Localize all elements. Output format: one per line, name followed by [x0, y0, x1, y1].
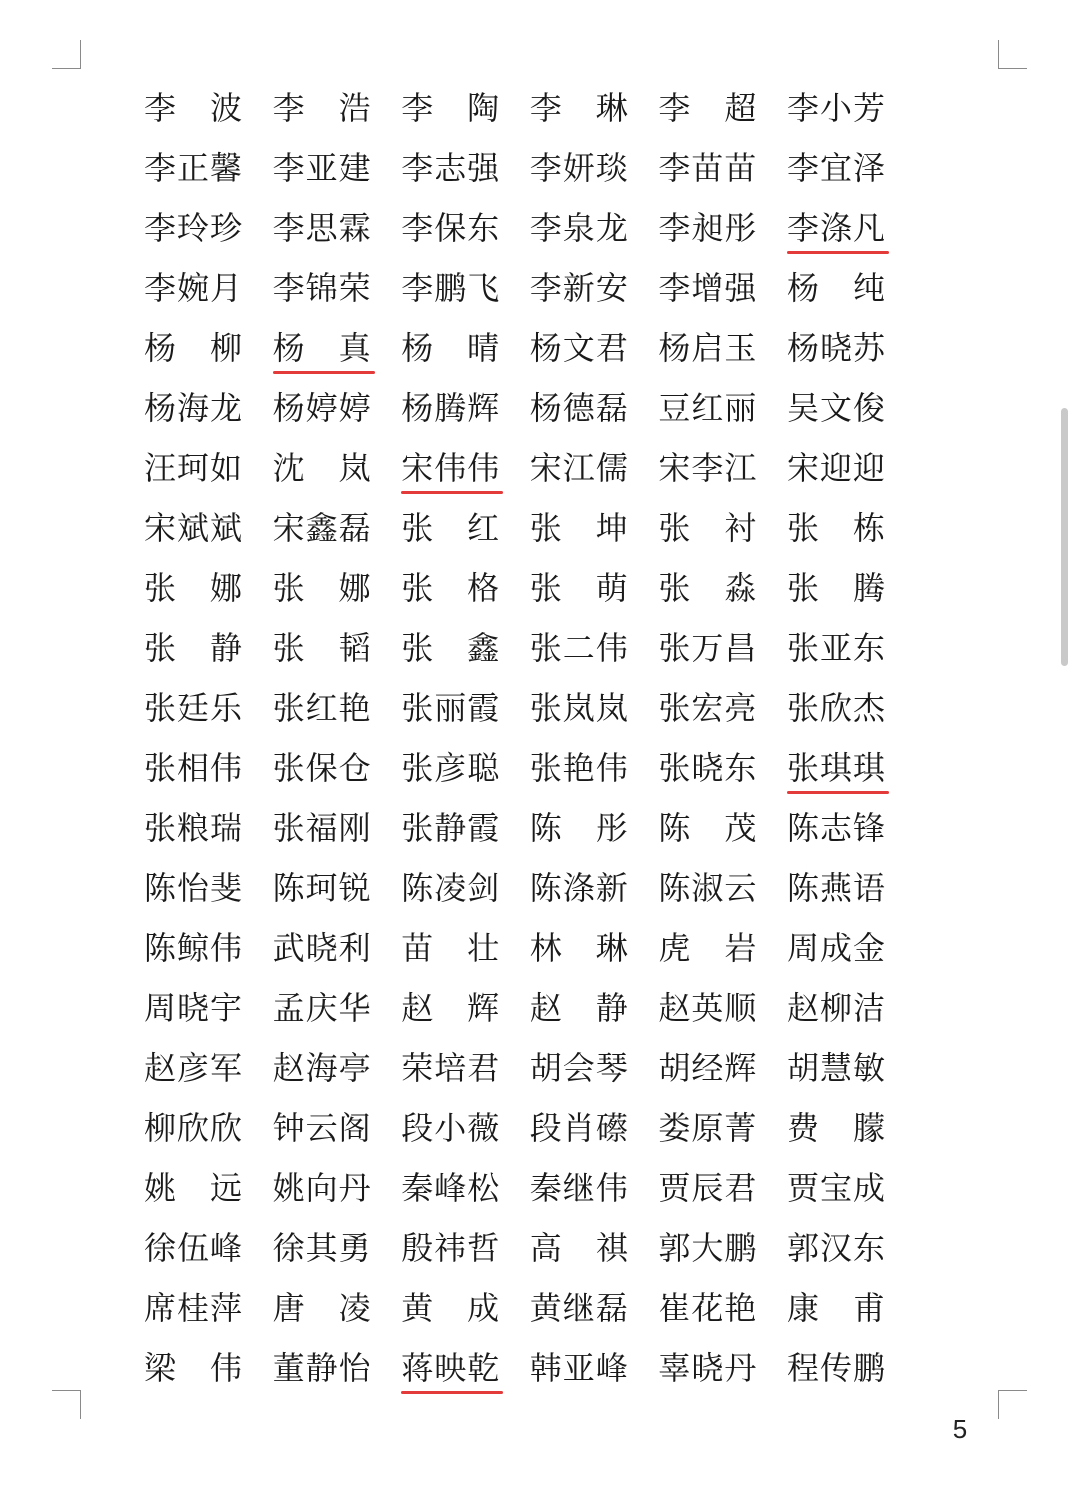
name-text: 李 正 馨 [144, 149, 244, 187]
name-cell [530, 138, 659, 198]
name-text: 郭 汉 东 [786, 1229, 887, 1267]
name-text: 孟 庆 华 [272, 989, 372, 1027]
name-cell [658, 378, 787, 438]
name-text: 张 琪 琪 [786, 749, 887, 787]
name-text: 李 玲 珍 [144, 209, 244, 247]
name-cell [273, 1218, 402, 1278]
name-text: 张 坤 [529, 509, 628, 547]
name-cell [658, 498, 787, 558]
name-text: 胡 会 琴 [529, 1049, 629, 1087]
name-cell [273, 1278, 402, 1338]
name-text: 李 妍 琰 [529, 149, 629, 187]
name-cell [658, 438, 787, 498]
name-cell [658, 978, 787, 1038]
name-text: 张 红 艳 [272, 689, 372, 727]
name-cell [787, 78, 916, 138]
name-text: 张 格 [401, 569, 500, 607]
name-text: 胡 慧 敏 [786, 1049, 887, 1087]
name-text: 杨 文 君 [529, 329, 629, 367]
corner-mark-top-right [998, 40, 1027, 69]
name-cell [787, 138, 916, 198]
name-text: 李 苗 苗 [658, 149, 758, 187]
name-cell [144, 1098, 273, 1158]
name-cell [401, 1338, 530, 1398]
name-text: 崔 花 艳 [658, 1289, 758, 1327]
name-text: 宋 鑫 磊 [272, 509, 372, 547]
name-cell [401, 1038, 530, 1098]
name-cell [658, 678, 787, 738]
name-cell [787, 1098, 916, 1158]
name-text: 黄 成 [401, 1289, 500, 1327]
name-cell [530, 738, 659, 798]
name-text: 周 成 金 [786, 929, 887, 967]
name-cell [658, 1158, 787, 1218]
name-cell [530, 438, 659, 498]
name-grid [144, 78, 904, 1398]
name-text: 杨 纯 [786, 269, 885, 307]
name-cell [658, 1338, 787, 1398]
name-text: 辜 晓 丹 [658, 1349, 758, 1387]
name-cell [530, 1278, 659, 1338]
name-cell [787, 198, 916, 258]
name-cell [530, 918, 659, 978]
name-text: 吴 文 俊 [786, 389, 887, 427]
name-text: 李 涤 凡 [786, 209, 887, 247]
name-text: 李 思 霖 [272, 209, 372, 247]
name-text: 张 萌 [529, 569, 628, 607]
name-cell [401, 438, 530, 498]
name-text: 段 小 薇 [401, 1109, 501, 1147]
name-cell [787, 1278, 916, 1338]
name-text: 李 新 安 [529, 269, 629, 307]
name-cell [401, 1218, 530, 1278]
name-cell [273, 318, 402, 378]
name-text: 陈 怡 斐 [144, 869, 244, 907]
name-cell [273, 1338, 402, 1398]
name-text: 张 保 仓 [272, 749, 372, 787]
name-text: 林 琳 [529, 929, 628, 967]
name-text: 徐 伍 峰 [144, 1229, 244, 1267]
name-cell [530, 1338, 659, 1398]
name-cell [530, 558, 659, 618]
name-text: 张 丽 霞 [401, 689, 501, 727]
name-cell [658, 78, 787, 138]
name-cell [144, 918, 273, 978]
red-underline-mark [787, 791, 889, 794]
name-cell [787, 918, 916, 978]
name-text: 张 艳 伟 [529, 749, 629, 787]
name-text: 段 肖 礤 [529, 1109, 629, 1147]
name-text: 李 增 强 [658, 269, 758, 307]
name-text: 荣 培 君 [401, 1049, 501, 1087]
name-cell [273, 558, 402, 618]
red-underline-mark [787, 251, 889, 254]
name-text: 柳 欣 欣 [144, 1109, 244, 1147]
name-cell [273, 1038, 402, 1098]
name-text: 杨 海 龙 [144, 389, 244, 427]
name-text: 李 小 芳 [786, 89, 887, 127]
name-text: 李 波 [144, 89, 242, 127]
name-cell [787, 1338, 916, 1398]
name-cell [658, 1278, 787, 1338]
name-text: 赵 静 [529, 989, 628, 1027]
name-cell [787, 558, 916, 618]
name-cell [787, 678, 916, 738]
name-text: 李 泉 龙 [529, 209, 629, 247]
name-text: 李 昶 彤 [658, 209, 758, 247]
name-text: 李 琳 [529, 89, 628, 127]
name-cell [273, 258, 402, 318]
name-text: 徐 其 勇 [272, 1229, 372, 1267]
name-text: 梁 伟 [144, 1349, 242, 1387]
name-cell [658, 1098, 787, 1158]
name-text: 杨 真 [272, 329, 371, 367]
name-text: 陈 彤 [529, 809, 628, 847]
name-cell [144, 198, 273, 258]
name-cell [530, 1158, 659, 1218]
name-cell [787, 1038, 916, 1098]
name-text: 宋 李 江 [658, 449, 758, 487]
name-text: 杨 德 磊 [529, 389, 629, 427]
name-cell [273, 1098, 402, 1158]
name-cell [530, 1098, 659, 1158]
name-text: 赵 彦 军 [144, 1049, 244, 1087]
name-text: 姚 远 [144, 1169, 242, 1207]
name-text: 秦 峰 松 [401, 1169, 501, 1207]
name-cell [658, 138, 787, 198]
red-underline-mark [273, 371, 375, 374]
name-cell [144, 978, 273, 1038]
name-text: 张 鑫 [401, 629, 500, 667]
name-text: 姚 向 丹 [272, 1169, 372, 1207]
name-cell [273, 858, 402, 918]
name-text: 张 岚 岚 [529, 689, 629, 727]
name-cell [530, 198, 659, 258]
name-text: 张 二 伟 [529, 629, 629, 667]
name-text: 张 娜 [144, 569, 242, 607]
name-cell [787, 858, 916, 918]
name-cell [401, 558, 530, 618]
name-text: 杨 晓 苏 [786, 329, 887, 367]
name-cell [658, 558, 787, 618]
name-text: 李 志 强 [401, 149, 501, 187]
name-cell [658, 1218, 787, 1278]
name-cell [530, 1038, 659, 1098]
page-number: 5 [952, 1414, 968, 1444]
name-cell [530, 978, 659, 1038]
name-text: 韩 亚 峰 [529, 1349, 629, 1387]
name-cell [658, 318, 787, 378]
name-cell [273, 378, 402, 438]
name-cell [273, 198, 402, 258]
name-cell [787, 438, 916, 498]
name-cell [144, 1038, 273, 1098]
name-cell [787, 978, 916, 1038]
name-text: 张 宏 亮 [658, 689, 758, 727]
name-cell [401, 798, 530, 858]
name-text: 赵 柳 洁 [786, 989, 887, 1027]
name-text: 宋 迎 迎 [786, 449, 887, 487]
name-cell [144, 258, 273, 318]
name-cell [787, 798, 916, 858]
name-cell [401, 918, 530, 978]
name-cell [144, 558, 273, 618]
name-cell [401, 378, 530, 438]
name-cell [787, 378, 916, 438]
name-cell [530, 618, 659, 678]
name-cell [401, 138, 530, 198]
name-text: 张 晓 东 [658, 749, 758, 787]
name-cell [273, 978, 402, 1038]
name-cell [530, 78, 659, 138]
name-text: 李 浩 [272, 89, 371, 127]
red-underline-mark [401, 1391, 503, 1394]
name-text: 杨 晴 [401, 329, 500, 367]
name-cell [144, 1158, 273, 1218]
name-cell [273, 1158, 402, 1218]
name-text: 李 超 [658, 89, 757, 127]
name-text: 费 朦 [786, 1109, 885, 1147]
name-text: 张 红 [401, 509, 500, 547]
name-text: 贾 宝 成 [786, 1169, 887, 1207]
name-text: 张 粮 瑞 [144, 809, 244, 847]
name-cell [401, 978, 530, 1038]
name-text: 李 宜 泽 [786, 149, 887, 187]
name-text: 陈 凌 剑 [401, 869, 501, 907]
name-text: 张 娜 [272, 569, 371, 607]
name-cell [144, 798, 273, 858]
name-cell [658, 618, 787, 678]
name-cell [530, 258, 659, 318]
corner-mark-bottom-right [998, 1390, 1027, 1419]
name-text: 张 淼 [658, 569, 757, 607]
name-cell [787, 1158, 916, 1218]
name-cell [401, 318, 530, 378]
name-text: 康 甫 [786, 1289, 885, 1327]
name-cell [401, 78, 530, 138]
name-cell [144, 498, 273, 558]
name-cell [273, 498, 402, 558]
name-text: 张 栋 [786, 509, 885, 547]
name-cell [401, 198, 530, 258]
name-text: 张 欣 杰 [786, 689, 887, 727]
name-cell [273, 798, 402, 858]
name-text: 杨 婷 婷 [272, 389, 372, 427]
name-text: 张 静 [144, 629, 242, 667]
corner-mark-top-left [52, 40, 81, 69]
name-text: 陈 志 锋 [786, 809, 887, 847]
name-cell [144, 378, 273, 438]
name-text: 汪 珂 如 [144, 449, 244, 487]
name-cell [401, 858, 530, 918]
corner-mark-bottom-left [52, 1390, 81, 1419]
name-text: 张 廷 乐 [144, 689, 244, 727]
name-text: 张 亚 东 [786, 629, 887, 667]
name-cell [658, 918, 787, 978]
name-cell [787, 618, 916, 678]
name-text: 陈 淑 云 [658, 869, 758, 907]
name-cell [144, 78, 273, 138]
name-cell [273, 138, 402, 198]
name-text: 张 彦 聪 [401, 749, 501, 787]
name-cell [401, 618, 530, 678]
name-text: 黄 继 磊 [529, 1289, 629, 1327]
name-cell [787, 258, 916, 318]
name-text: 苗 壮 [401, 929, 500, 967]
name-text: 张 韬 [272, 629, 371, 667]
name-cell [144, 738, 273, 798]
name-cell [530, 858, 659, 918]
name-cell [401, 258, 530, 318]
name-text: 娄 原 菁 [658, 1109, 758, 1147]
name-text: 杨 腾 辉 [401, 389, 501, 427]
name-cell [144, 1218, 273, 1278]
name-cell [273, 78, 402, 138]
name-cell [530, 798, 659, 858]
name-text: 张 静 霞 [401, 809, 501, 847]
name-cell [401, 1278, 530, 1338]
name-text: 陈 燕 语 [786, 869, 887, 907]
name-text: 李 婉 月 [144, 269, 244, 307]
name-text: 陈 鲸 伟 [144, 929, 244, 967]
name-text: 杨 启 玉 [658, 329, 758, 367]
name-text: 李 锦 荣 [272, 269, 372, 307]
name-cell [273, 618, 402, 678]
name-text: 张 福 刚 [272, 809, 372, 847]
name-text: 唐 凌 [272, 1289, 371, 1327]
name-cell [144, 138, 273, 198]
name-cell [144, 678, 273, 738]
name-cell [787, 318, 916, 378]
name-text: 豆 红 丽 [658, 389, 758, 427]
name-text: 钟 云 阁 [272, 1109, 372, 1147]
name-cell [530, 1218, 659, 1278]
name-text: 陈 涤 新 [529, 869, 629, 907]
red-underline-mark [401, 491, 503, 494]
name-cell [401, 738, 530, 798]
name-text: 张 相 伟 [144, 749, 244, 787]
scrollbar-thumb[interactable] [1061, 408, 1068, 666]
name-text: 张 万 昌 [658, 629, 758, 667]
name-text: 秦 继 伟 [529, 1169, 629, 1207]
name-text: 武 晓 利 [272, 929, 372, 967]
name-cell [144, 438, 273, 498]
name-cell [658, 858, 787, 918]
name-cell [530, 498, 659, 558]
name-cell [401, 1158, 530, 1218]
name-cell [273, 738, 402, 798]
name-text: 李 亚 建 [272, 149, 372, 187]
name-text: 李 保 东 [401, 209, 501, 247]
name-text: 董 静 怡 [272, 1349, 372, 1387]
name-cell [658, 738, 787, 798]
name-text: 赵 辉 [401, 989, 500, 1027]
name-cell [658, 798, 787, 858]
name-text: 赵 英 顺 [658, 989, 758, 1027]
name-cell [144, 858, 273, 918]
name-text: 沈 岚 [272, 449, 371, 487]
name-cell [530, 318, 659, 378]
name-text: 宋 伟 伟 [401, 449, 501, 487]
name-cell [658, 258, 787, 318]
name-cell [787, 738, 916, 798]
name-text: 李 鹏 飞 [401, 269, 501, 307]
name-cell [273, 918, 402, 978]
name-cell [787, 1218, 916, 1278]
name-text: 蒋 映 乾 [401, 1349, 501, 1387]
name-text: 宋 江 儒 [529, 449, 629, 487]
name-text: 贾 辰 君 [658, 1169, 758, 1207]
name-text: 宋 斌 斌 [144, 509, 244, 547]
name-cell [658, 198, 787, 258]
name-cell [144, 1338, 273, 1398]
name-text: 胡 经 辉 [658, 1049, 758, 1087]
name-cell [787, 498, 916, 558]
name-cell [401, 678, 530, 738]
name-text: 赵 海 亭 [272, 1049, 372, 1087]
name-text: 郭 大 鹏 [658, 1229, 758, 1267]
name-text: 李 陶 [401, 89, 500, 127]
name-cell [144, 318, 273, 378]
name-cell [144, 1278, 273, 1338]
name-text: 殷 祎 哲 [401, 1229, 501, 1267]
name-text: 周 晓 宇 [144, 989, 244, 1027]
name-cell [401, 1098, 530, 1158]
name-text: 虎 岩 [658, 929, 757, 967]
name-cell [401, 498, 530, 558]
name-text: 席 桂 萍 [144, 1289, 244, 1327]
name-text: 陈 茂 [658, 809, 757, 847]
name-cell [273, 438, 402, 498]
name-text: 陈 珂 锐 [272, 869, 372, 907]
name-cell [273, 678, 402, 738]
name-text: 高 祺 [529, 1229, 628, 1267]
name-cell [658, 1038, 787, 1098]
name-text: 程 传 鹏 [786, 1349, 887, 1387]
name-cell [530, 378, 659, 438]
name-cell [530, 678, 659, 738]
name-text: 杨 柳 [144, 329, 242, 367]
name-text: 张 腾 [786, 569, 885, 607]
name-cell [144, 618, 273, 678]
name-text: 张 衬 [658, 509, 757, 547]
